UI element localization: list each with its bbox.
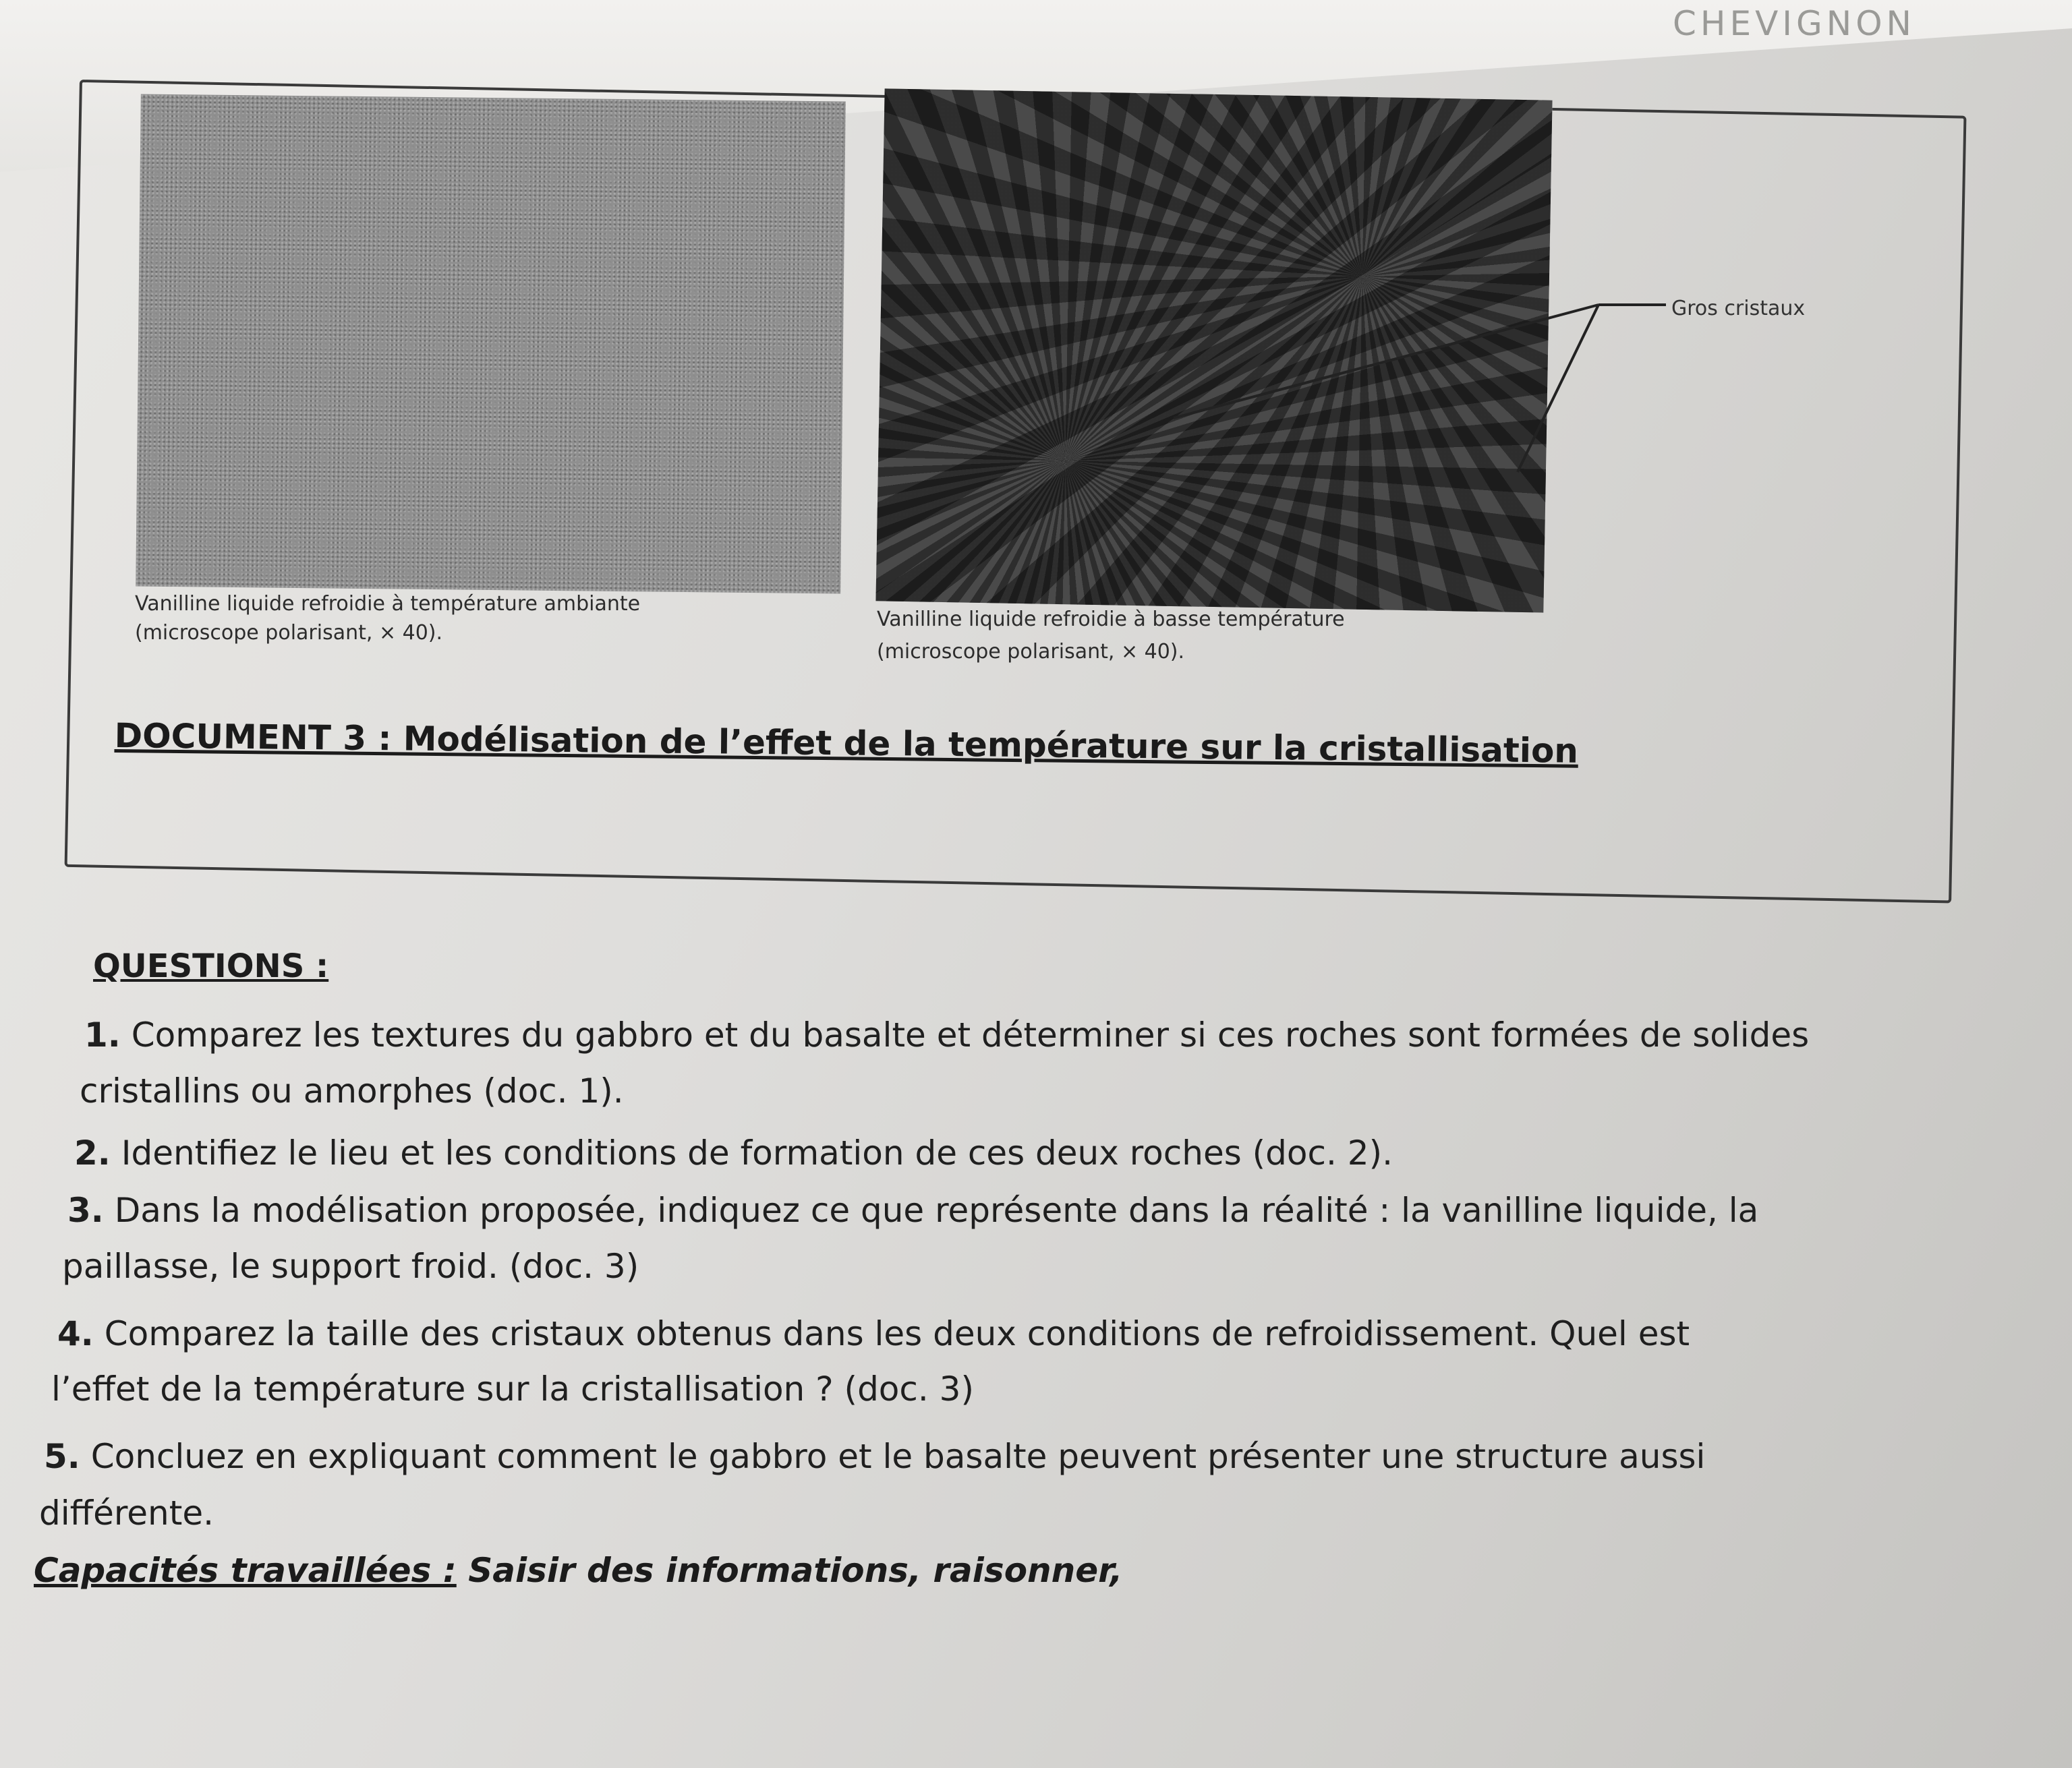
header-mark: CHEVIGNON (1673, 4, 1916, 43)
capacites-label: Capacités travaillées : (34, 1551, 457, 1590)
question-4-line-2: l’effet de la température sur la cristallisation ? (doc. 3) (51, 1369, 974, 1409)
document-title: DOCUMENT 3 : Modélisation de l’effet de la température sur la cristallisation (114, 716, 1579, 771)
right-caption-line2: (microscope polarisant, × 40). (877, 640, 1185, 664)
question-2-text-1: Identifiez le lieu et les conditions de formation de ces deux roches (doc. 2). (121, 1133, 1393, 1173)
questions-heading: QUESTIONS : (93, 947, 329, 985)
question-5-line-2: différente. (39, 1494, 214, 1533)
question-1-text-1: Comparez les textures du gabbro et du basalte et déterminer si ces roches sont formées de solides (131, 1015, 1810, 1055)
question-1-line-1 (84, 1015, 1809, 1055)
right-caption-line1: Vanilline liquide refroidie à basse température (877, 608, 1345, 631)
capacites-text: Saisir des informations, raisonner, (468, 1551, 1123, 1590)
question-3-number: 3. (67, 1191, 104, 1230)
question-5-number: 5. (44, 1437, 80, 1476)
annotation-gros-cristaux: Gros cristaux (1671, 297, 1806, 320)
question-3-line-2: paillasse, le support froid. (doc. 3) (62, 1247, 639, 1286)
left-caption-line1: Vanilline liquide refroidie à température ambiante (135, 592, 641, 616)
question-4-number: 4. (57, 1314, 94, 1353)
question-2-line-1 (74, 1133, 1393, 1173)
question-5-line-1 (44, 1436, 1705, 1477)
question-1-number: 1. (84, 1015, 121, 1055)
question-3-text-1: Dans la modélisation proposée, indiquez ce que représente dans la réalité : la vanilline liquide, la (114, 1191, 1759, 1230)
question-5-text-1: Concluez en expliquant comment le gabbro et le basalte peuvent présenter une structure aussi (90, 1437, 1706, 1476)
question-4-text-1: Comparez la taille des cristaux obtenus dans les deux conditions de refroidissement. Quel est (104, 1314, 1690, 1353)
question-3-line-1 (67, 1190, 1758, 1231)
capacites-line (34, 1551, 1122, 1590)
left-caption-line2: (microscope polarisant, × 40). (135, 621, 443, 645)
question-2-number: 2. (74, 1133, 111, 1173)
question-4-line-1 (57, 1314, 1690, 1354)
question-1-line-2: cristallins ou amorphes (doc. 1). (80, 1071, 624, 1111)
